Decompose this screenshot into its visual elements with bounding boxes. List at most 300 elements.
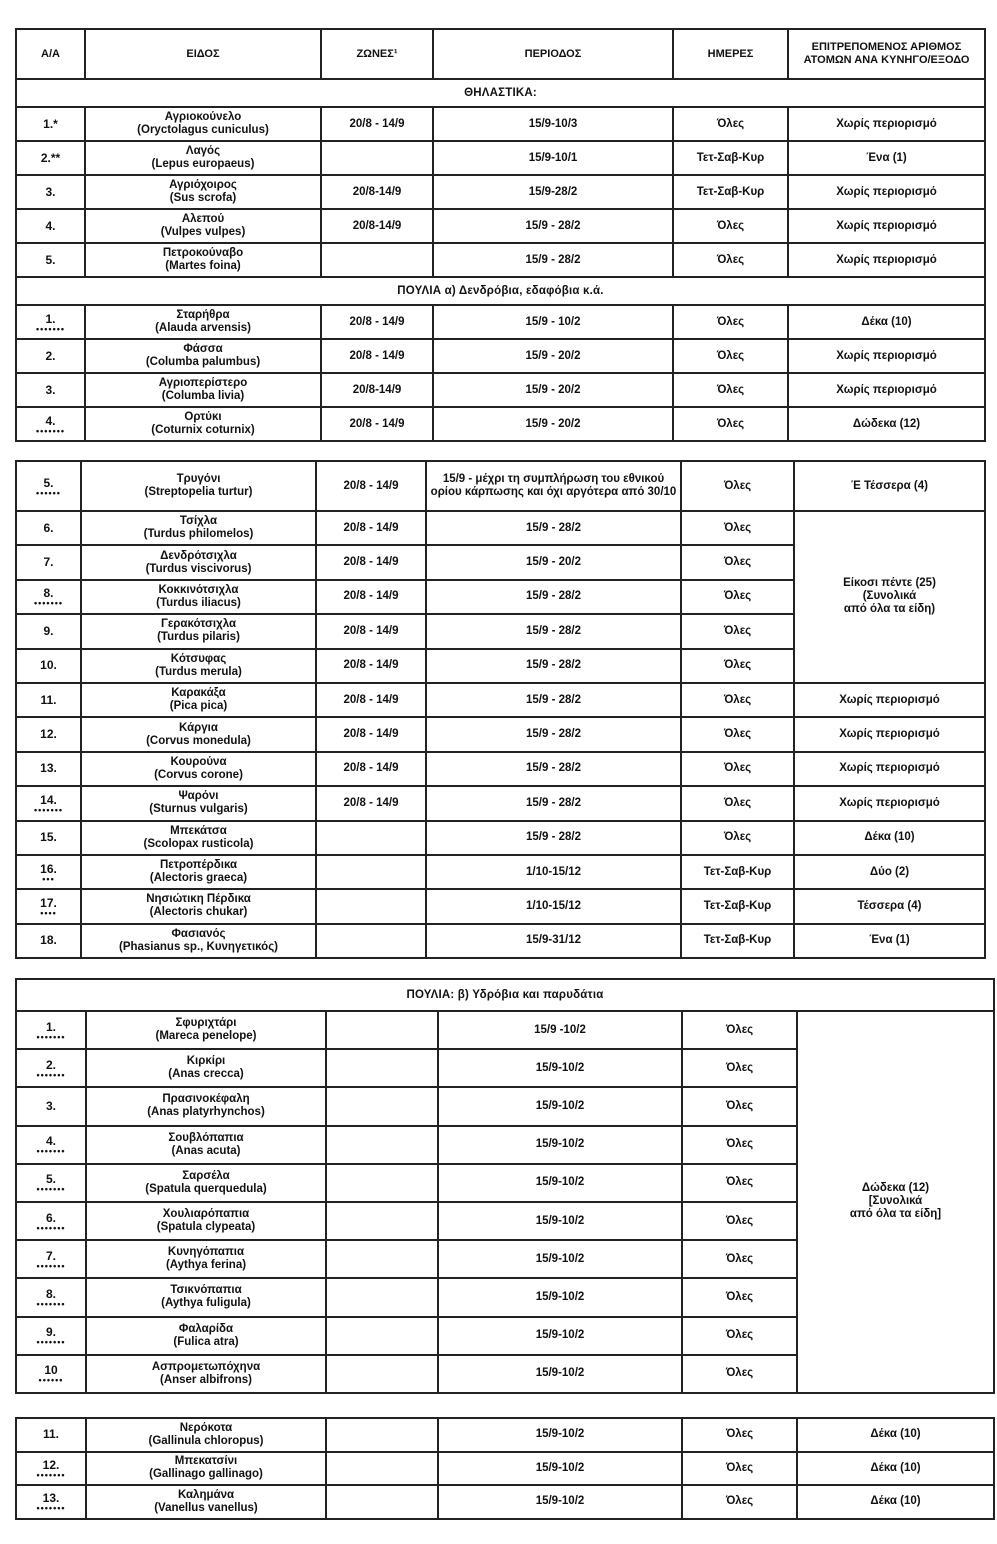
days-cell: Όλες [681, 752, 794, 786]
species-latin: (Anser albifrons) [159, 1373, 252, 1386]
zones-cell [316, 855, 426, 889]
zones-cell: 20/8 - 14/9 [321, 339, 433, 373]
species-name: Δενδρότσιχλα [160, 549, 237, 562]
zones-cell: 20/8 - 14/9 [316, 511, 426, 545]
period-cell: 15/9 - 20/2 [433, 373, 673, 407]
row-number: 3. [45, 382, 56, 397]
species-name: Κοκκινότσιχλα [158, 583, 239, 596]
limit-cell: Χωρίς περιορισμό [788, 339, 985, 373]
row-number: 17. [40, 895, 57, 910]
species-cell [86, 1355, 326, 1393]
limit-cell: Έ Τέσσερα (4) [794, 461, 985, 511]
species-latin: (Oryctolagus cuniculus) [137, 124, 269, 136]
days-cell: Όλες [673, 373, 788, 407]
period-cell: 15/9 - 20/2 [426, 545, 681, 579]
period-cell: 15/9 - μέχρι τη συμπλήρωση του εθνικού ορίου κάρπωσης και όχι αργότερα από 30/10 [426, 461, 681, 511]
species-latin: (Coturnix coturnix) [151, 424, 255, 436]
days-cell: Όλες [682, 1355, 797, 1393]
row-number-cell [16, 339, 85, 373]
species-cell [81, 580, 316, 614]
table-row [16, 339, 985, 373]
species-cell [81, 855, 316, 889]
zones-cell: 20/8 - 14/9 [321, 305, 433, 339]
table-row [16, 107, 985, 141]
species-cell [81, 683, 316, 717]
header-days: ΗΜΕΡΕΣ [673, 29, 788, 79]
table-row [16, 821, 985, 855]
row-dots: ••••••• [33, 804, 64, 815]
species-cell [86, 1164, 326, 1202]
row-number-cell [16, 614, 81, 648]
period-cell: 15/9-31/12 [426, 924, 681, 958]
limit-cell: Χωρίς περιορισμό [788, 243, 985, 277]
table-row [16, 209, 985, 243]
days-cell: Όλες [682, 1011, 797, 1049]
table-block-2 [15, 460, 984, 959]
limit-cell: Δέκα (10) [797, 1452, 994, 1486]
species-name: Σταρήθρα [176, 309, 230, 321]
row-dots: ••••••• [35, 425, 66, 436]
period-cell: 1/10-15/12 [426, 855, 681, 889]
species-name: Αγριοπερίστερο [158, 377, 248, 389]
period-cell: 15/9-10/2 [438, 1278, 682, 1316]
species-latin: (Anas acuta) [171, 1144, 241, 1157]
days-cell: Όλες [682, 1278, 797, 1316]
limit-cell: Ένα (1) [788, 141, 985, 175]
species-latin: (Alectoris chukar) [149, 906, 248, 919]
species-name: Λαγός [185, 145, 221, 157]
limit-cell: Χωρίς περιορισμό [794, 752, 985, 786]
header-zones: ΖΩΝΕΣ¹ [321, 29, 433, 79]
row-dots: ••••••• [36, 1503, 66, 1514]
species-latin: (Gallinago gallinago) [149, 1468, 263, 1481]
days-cell: Όλες [681, 580, 794, 614]
period-cell: 15/9-10/2 [438, 1240, 682, 1278]
hunting-table-4 [15, 1417, 995, 1520]
species-cell [81, 511, 316, 545]
zones-cell: 20/8-14/9 [321, 373, 433, 407]
limit-cell: Χωρίς περιορισμό [788, 373, 985, 407]
zones-cell: 20/8 - 14/9 [316, 649, 426, 683]
species-name: Σφυριχτάρι [175, 1017, 237, 1030]
period-cell: 15/9 - 28/2 [426, 649, 681, 683]
limit-cell: Τέσσερα (4) [794, 889, 985, 923]
period-cell: 15/9 - 20/2 [433, 339, 673, 373]
row-number: 9. [45, 1325, 56, 1340]
table-row [16, 855, 985, 889]
row-number-cell [16, 175, 85, 209]
species-cell [81, 924, 316, 958]
days-cell: Όλες [681, 649, 794, 683]
row-dots: ••••••• [36, 1469, 66, 1480]
species-cell [86, 1049, 326, 1087]
row-number: 15. [40, 830, 57, 845]
row-number-cell [16, 1202, 86, 1240]
days-cell: Τετ-Σαβ-Κυρ [673, 141, 788, 175]
days-cell: Όλες [681, 717, 794, 751]
days-cell: Όλες [682, 1126, 797, 1164]
species-cell [81, 717, 316, 751]
row-number: 11. [42, 1427, 60, 1442]
row-dots: ••• [42, 873, 55, 884]
species-name: Γερακότσιχλα [160, 618, 237, 631]
header-limit: ΕΠΙΤΡΕΠΟΜΕΝΟΣ ΑΡΙΘΜΟΣ ΑΤΟΜΩΝ ΑΝΑ ΚΥΝΗΓΟ/ΕΞΟΔΟ [788, 29, 985, 79]
row-number: 7. [45, 1248, 56, 1263]
species-latin: (Aythya fuligula) [161, 1297, 251, 1310]
species-cell [86, 1485, 326, 1519]
table-row [16, 175, 985, 209]
row-number-cell [16, 649, 81, 683]
row-number: 2. [45, 1057, 56, 1072]
species-latin: (Sturnus vulgaris) [149, 803, 248, 816]
species-latin: (Turdus merula) [155, 665, 242, 678]
row-number: 5. [45, 1172, 56, 1187]
species-cell [86, 1011, 326, 1049]
days-cell: Όλες [673, 407, 788, 441]
period-cell: 15/9-10/2 [438, 1355, 682, 1393]
limit-cell: Ένα (1) [794, 924, 985, 958]
row-number: 13. [42, 1491, 60, 1506]
limit-cell: Χωρίς περιορισμό [788, 107, 985, 141]
days-cell: Τετ-Σαβ-Κυρ [681, 855, 794, 889]
zones-cell: 20/8 - 14/9 [316, 580, 426, 614]
period-cell: 15/9 - 28/2 [433, 243, 673, 277]
period-cell: 15/9 - 28/2 [426, 786, 681, 820]
row-dots: ••••••• [36, 1184, 66, 1195]
shared-limit-cell: Είκοσι πέντε (25) (Συνολικά από όλα τα είδη) [794, 511, 985, 683]
zones-cell: 20/8 - 14/9 [316, 461, 426, 511]
period-cell: 15/9 - 28/2 [426, 717, 681, 751]
row-number: 10 [44, 1363, 58, 1378]
species-latin: (Vulpes vulpes) [160, 226, 246, 238]
days-cell: Όλες [682, 1240, 797, 1278]
header-aa: Α/Α [16, 29, 85, 79]
zones-cell [326, 1485, 438, 1519]
species-cell [81, 614, 316, 648]
species-latin: (Columba palumbus) [145, 356, 261, 368]
species-cell [85, 209, 321, 243]
days-cell: Όλες [681, 511, 794, 545]
row-number-cell [16, 1126, 86, 1164]
species-latin: (Gallinula chloropus) [148, 1434, 264, 1447]
row-number-cell [16, 683, 81, 717]
table-row [16, 511, 985, 545]
row-number: 1. [45, 1019, 56, 1034]
row-number-cell [16, 305, 85, 339]
days-cell: Όλες [673, 107, 788, 141]
limit-cell: Δώδεκα (12) [788, 407, 985, 441]
species-latin: (Sus scrofa) [169, 192, 237, 204]
species-cell [86, 1452, 326, 1486]
header-species: ΕΙΔΟΣ [85, 29, 321, 79]
species-name: Χουλιαρόπαπια [162, 1208, 250, 1221]
zones-cell [326, 1087, 438, 1125]
zones-cell [316, 889, 426, 923]
table-row [16, 786, 985, 820]
species-name: Νερόκοτα [179, 1421, 233, 1434]
row-number-cell [16, 1485, 86, 1519]
header-period: ΠΕΡΙΟΔΟΣ [433, 29, 673, 79]
zones-cell [326, 1011, 438, 1049]
species-latin: (Lepus europaeus) [151, 158, 255, 170]
row-dots: ••••••• [36, 1260, 66, 1271]
species-latin: (Mareca penelope) [155, 1030, 257, 1043]
row-number-cell [16, 373, 85, 407]
species-cell [85, 305, 321, 339]
days-cell: Όλες [682, 1485, 797, 1519]
species-latin: (Turdus pilaris) [157, 631, 240, 644]
species-name: Πετροπέρδικα [159, 859, 238, 872]
species-latin: (Spatula querquedula) [145, 1182, 267, 1195]
row-number: 1. [45, 311, 56, 326]
zones-cell: 20/8-14/9 [321, 209, 433, 243]
species-name: Φαλαρίδα [178, 1322, 234, 1335]
row-number: 6. [45, 1210, 56, 1225]
species-name: Καλημάνα [177, 1488, 235, 1501]
species-cell [85, 141, 321, 175]
period-cell: 15/9-10/2 [438, 1485, 682, 1519]
period-cell: 15/9-10/2 [438, 1452, 682, 1486]
period-cell: 15/9 -10/2 [438, 1011, 682, 1049]
row-number: 1.* [43, 116, 58, 131]
row-number: 10. [40, 658, 57, 673]
row-dots: ••••••• [36, 1146, 66, 1157]
period-cell: 15/9 - 28/2 [426, 683, 681, 717]
species-name: Κουρούνα [170, 755, 227, 768]
row-number: 13. [40, 761, 57, 776]
species-cell [81, 786, 316, 820]
row-number-cell [16, 141, 85, 175]
row-number: 6. [43, 520, 54, 535]
species-latin: (Turdus viscivorus) [145, 562, 252, 575]
species-latin: (Turdus philomelos) [143, 528, 254, 541]
section-row [16, 979, 994, 1011]
limit-cell: Δύο (2) [794, 855, 985, 889]
zones-cell [316, 924, 426, 958]
species-cell [86, 1317, 326, 1355]
species-name: Νησιώτικη Πέρδικα [146, 893, 251, 906]
row-number-cell [16, 889, 81, 923]
table-row [16, 683, 985, 717]
species-cell [81, 752, 316, 786]
row-number-cell [16, 924, 81, 958]
species-cell [85, 407, 321, 441]
hunting-table-2 [15, 460, 986, 959]
row-dots: •••••• [38, 1375, 64, 1386]
row-number: 16. [40, 861, 57, 876]
days-cell: Τετ-Σαβ-Κυρ [673, 175, 788, 209]
table-row [16, 1011, 994, 1049]
species-latin: (Columba livia) [161, 390, 245, 402]
species-cell [86, 1278, 326, 1316]
table-row [16, 924, 985, 958]
section-title: ΠΟΥΛΙΑ α) Δενδρόβια, εδαφόβια κ.ά. [16, 277, 985, 305]
row-number: 11. [40, 692, 57, 707]
period-cell: 15/9 - 28/2 [426, 614, 681, 648]
row-dots: ••••••• [36, 1298, 66, 1309]
period-cell: 15/9 - 10/2 [433, 305, 673, 339]
zones-cell [326, 1164, 438, 1202]
days-cell: Όλες [682, 1087, 797, 1125]
section-row [16, 277, 985, 305]
table-row [16, 889, 985, 923]
row-number: 2.** [40, 150, 61, 165]
row-number-cell [16, 407, 85, 441]
zones-cell [326, 1240, 438, 1278]
days-cell: Όλες [681, 683, 794, 717]
species-name: Φασιανός [171, 927, 226, 940]
zones-cell [326, 1278, 438, 1316]
species-cell [81, 649, 316, 683]
zones-cell [326, 1418, 438, 1452]
species-latin: (Anas platyrhynchos) [147, 1106, 265, 1119]
period-cell: 15/9-10/2 [438, 1087, 682, 1125]
row-number-cell [16, 545, 81, 579]
days-cell: Όλες [681, 786, 794, 820]
row-number-cell [16, 580, 81, 614]
table-row [16, 461, 985, 511]
species-latin: (Fulica atra) [173, 1335, 239, 1348]
species-latin: (Aythya ferina) [165, 1259, 247, 1272]
row-number-cell [16, 511, 81, 545]
period-cell: 15/9-10/2 [438, 1202, 682, 1240]
species-cell [86, 1126, 326, 1164]
table-row [16, 1418, 994, 1452]
period-cell: 15/9-10/3 [433, 107, 673, 141]
days-cell: Τετ-Σαβ-Κυρ [681, 889, 794, 923]
header-row [16, 29, 985, 79]
species-name: Τσικνόπαπια [170, 1284, 242, 1297]
days-cell: Όλες [673, 305, 788, 339]
limit-cell: Χωρίς περιορισμό [794, 683, 985, 717]
zones-cell: 20/8 - 14/9 [316, 545, 426, 579]
row-number-cell [16, 1049, 86, 1087]
days-cell: Όλες [681, 545, 794, 579]
shared-limit-cell: Δώδεκα (12) [Συνολικά από όλα τα είδη] [797, 1011, 994, 1393]
days-cell: Όλες [682, 1317, 797, 1355]
row-number-cell [16, 1452, 86, 1486]
row-number: 3. [45, 1098, 56, 1113]
hunting-table-1 [15, 28, 986, 442]
species-name: Τρυγόνι [176, 473, 221, 485]
table-row [16, 717, 985, 751]
row-number: 8. [43, 586, 54, 601]
species-name: Καρακάξα [171, 687, 226, 700]
row-number: 7. [43, 555, 54, 570]
period-cell: 15/9-10/2 [438, 1317, 682, 1355]
row-number: 5. [43, 475, 54, 490]
zones-cell: 20/8 - 14/9 [316, 752, 426, 786]
row-dots: ••••••• [35, 323, 66, 334]
species-latin: (Alectoris graeca) [149, 872, 248, 885]
species-cell [86, 1202, 326, 1240]
species-name: Κιρκίρι [186, 1055, 226, 1068]
row-number-cell [16, 461, 81, 511]
period-cell: 15/9 - 28/2 [426, 752, 681, 786]
zones-cell [321, 141, 433, 175]
species-name: Μπεκατσίνι [174, 1455, 238, 1468]
table-row [16, 373, 985, 407]
hunting-table-3 [15, 978, 995, 1394]
table-block-4 [15, 1417, 993, 1520]
period-cell: 15/9-10/1 [433, 141, 673, 175]
row-number-cell [16, 1240, 86, 1278]
row-number: 12. [40, 727, 57, 742]
row-number: 5. [45, 252, 56, 267]
species-latin: (Corvus monedula) [146, 734, 251, 747]
zones-cell [316, 821, 426, 855]
period-cell: 15/9 - 28/2 [426, 511, 681, 545]
row-number-cell [16, 209, 85, 243]
species-latin: (Scolopax rusticola) [143, 837, 254, 850]
period-cell: 15/9 - 28/2 [426, 580, 681, 614]
period-cell: 15/9-10/2 [438, 1164, 682, 1202]
species-name: Φάσσα [183, 343, 223, 355]
row-dots: ••••••• [36, 1337, 66, 1348]
limit-cell: Χωρίς περιορισμό [794, 786, 985, 820]
row-number-cell [16, 1087, 86, 1125]
zones-cell [326, 1452, 438, 1486]
row-number: 14. [40, 792, 57, 807]
species-latin: (Vanellus vanellus) [154, 1501, 258, 1514]
days-cell: Τετ-Σαβ-Κυρ [681, 924, 794, 958]
species-name: Πρασινοκέφαλη [162, 1093, 250, 1106]
section-title: ΘΗΛΑΣΤΙΚΑ: [16, 79, 985, 107]
species-name: Ασπρομετωπόχηνα [151, 1360, 261, 1373]
table-row [16, 1485, 994, 1519]
days-cell: Όλες [681, 821, 794, 855]
species-name: Μπεκάτσα [170, 824, 227, 837]
row-number: 9. [43, 623, 54, 638]
table-row [16, 305, 985, 339]
zones-cell: 20/8 - 14/9 [321, 107, 433, 141]
species-name: Πετροκούναβο [162, 247, 244, 259]
species-latin: (Pica pica) [169, 700, 228, 713]
species-name: Σαρσέλα [182, 1169, 230, 1182]
row-number: 4. [45, 413, 56, 428]
limit-cell: Δέκα (10) [788, 305, 985, 339]
species-cell [81, 821, 316, 855]
species-name: Ψαρόνι [178, 790, 219, 803]
species-cell [85, 373, 321, 407]
zones-cell: 20/8 - 14/9 [316, 786, 426, 820]
zones-cell [326, 1317, 438, 1355]
species-cell [86, 1240, 326, 1278]
species-cell [86, 1418, 326, 1452]
species-cell [81, 461, 316, 511]
zones-cell: 20/8 - 14/9 [321, 407, 433, 441]
zones-cell: 20/8 - 14/9 [316, 717, 426, 751]
period-cell: 15/9-10/2 [438, 1049, 682, 1087]
section-title: ΠΟΥΛΙΑ: β) Υδρόβια και παρυδάτια [16, 979, 994, 1011]
limit-cell: Χωρίς περιορισμό [788, 175, 985, 209]
period-cell: 15/9 - 20/2 [433, 407, 673, 441]
species-name: Κότσυφας [170, 652, 227, 665]
species-name: Σουβλόπαπια [168, 1131, 244, 1144]
row-number: 18. [40, 933, 57, 948]
row-number: 3. [45, 184, 56, 199]
species-latin: (Spatula clypeata) [156, 1221, 256, 1234]
row-dots: ••••••• [33, 598, 64, 609]
row-number-cell [16, 855, 81, 889]
days-cell: Όλες [682, 1164, 797, 1202]
zones-cell: 20/8 - 14/9 [316, 683, 426, 717]
species-cell [81, 545, 316, 579]
species-cell [85, 175, 321, 209]
species-latin: (Phasianus sp., Κυνηγετικός) [118, 940, 279, 953]
row-number-cell [16, 752, 81, 786]
species-name: Κάργια [179, 721, 218, 734]
